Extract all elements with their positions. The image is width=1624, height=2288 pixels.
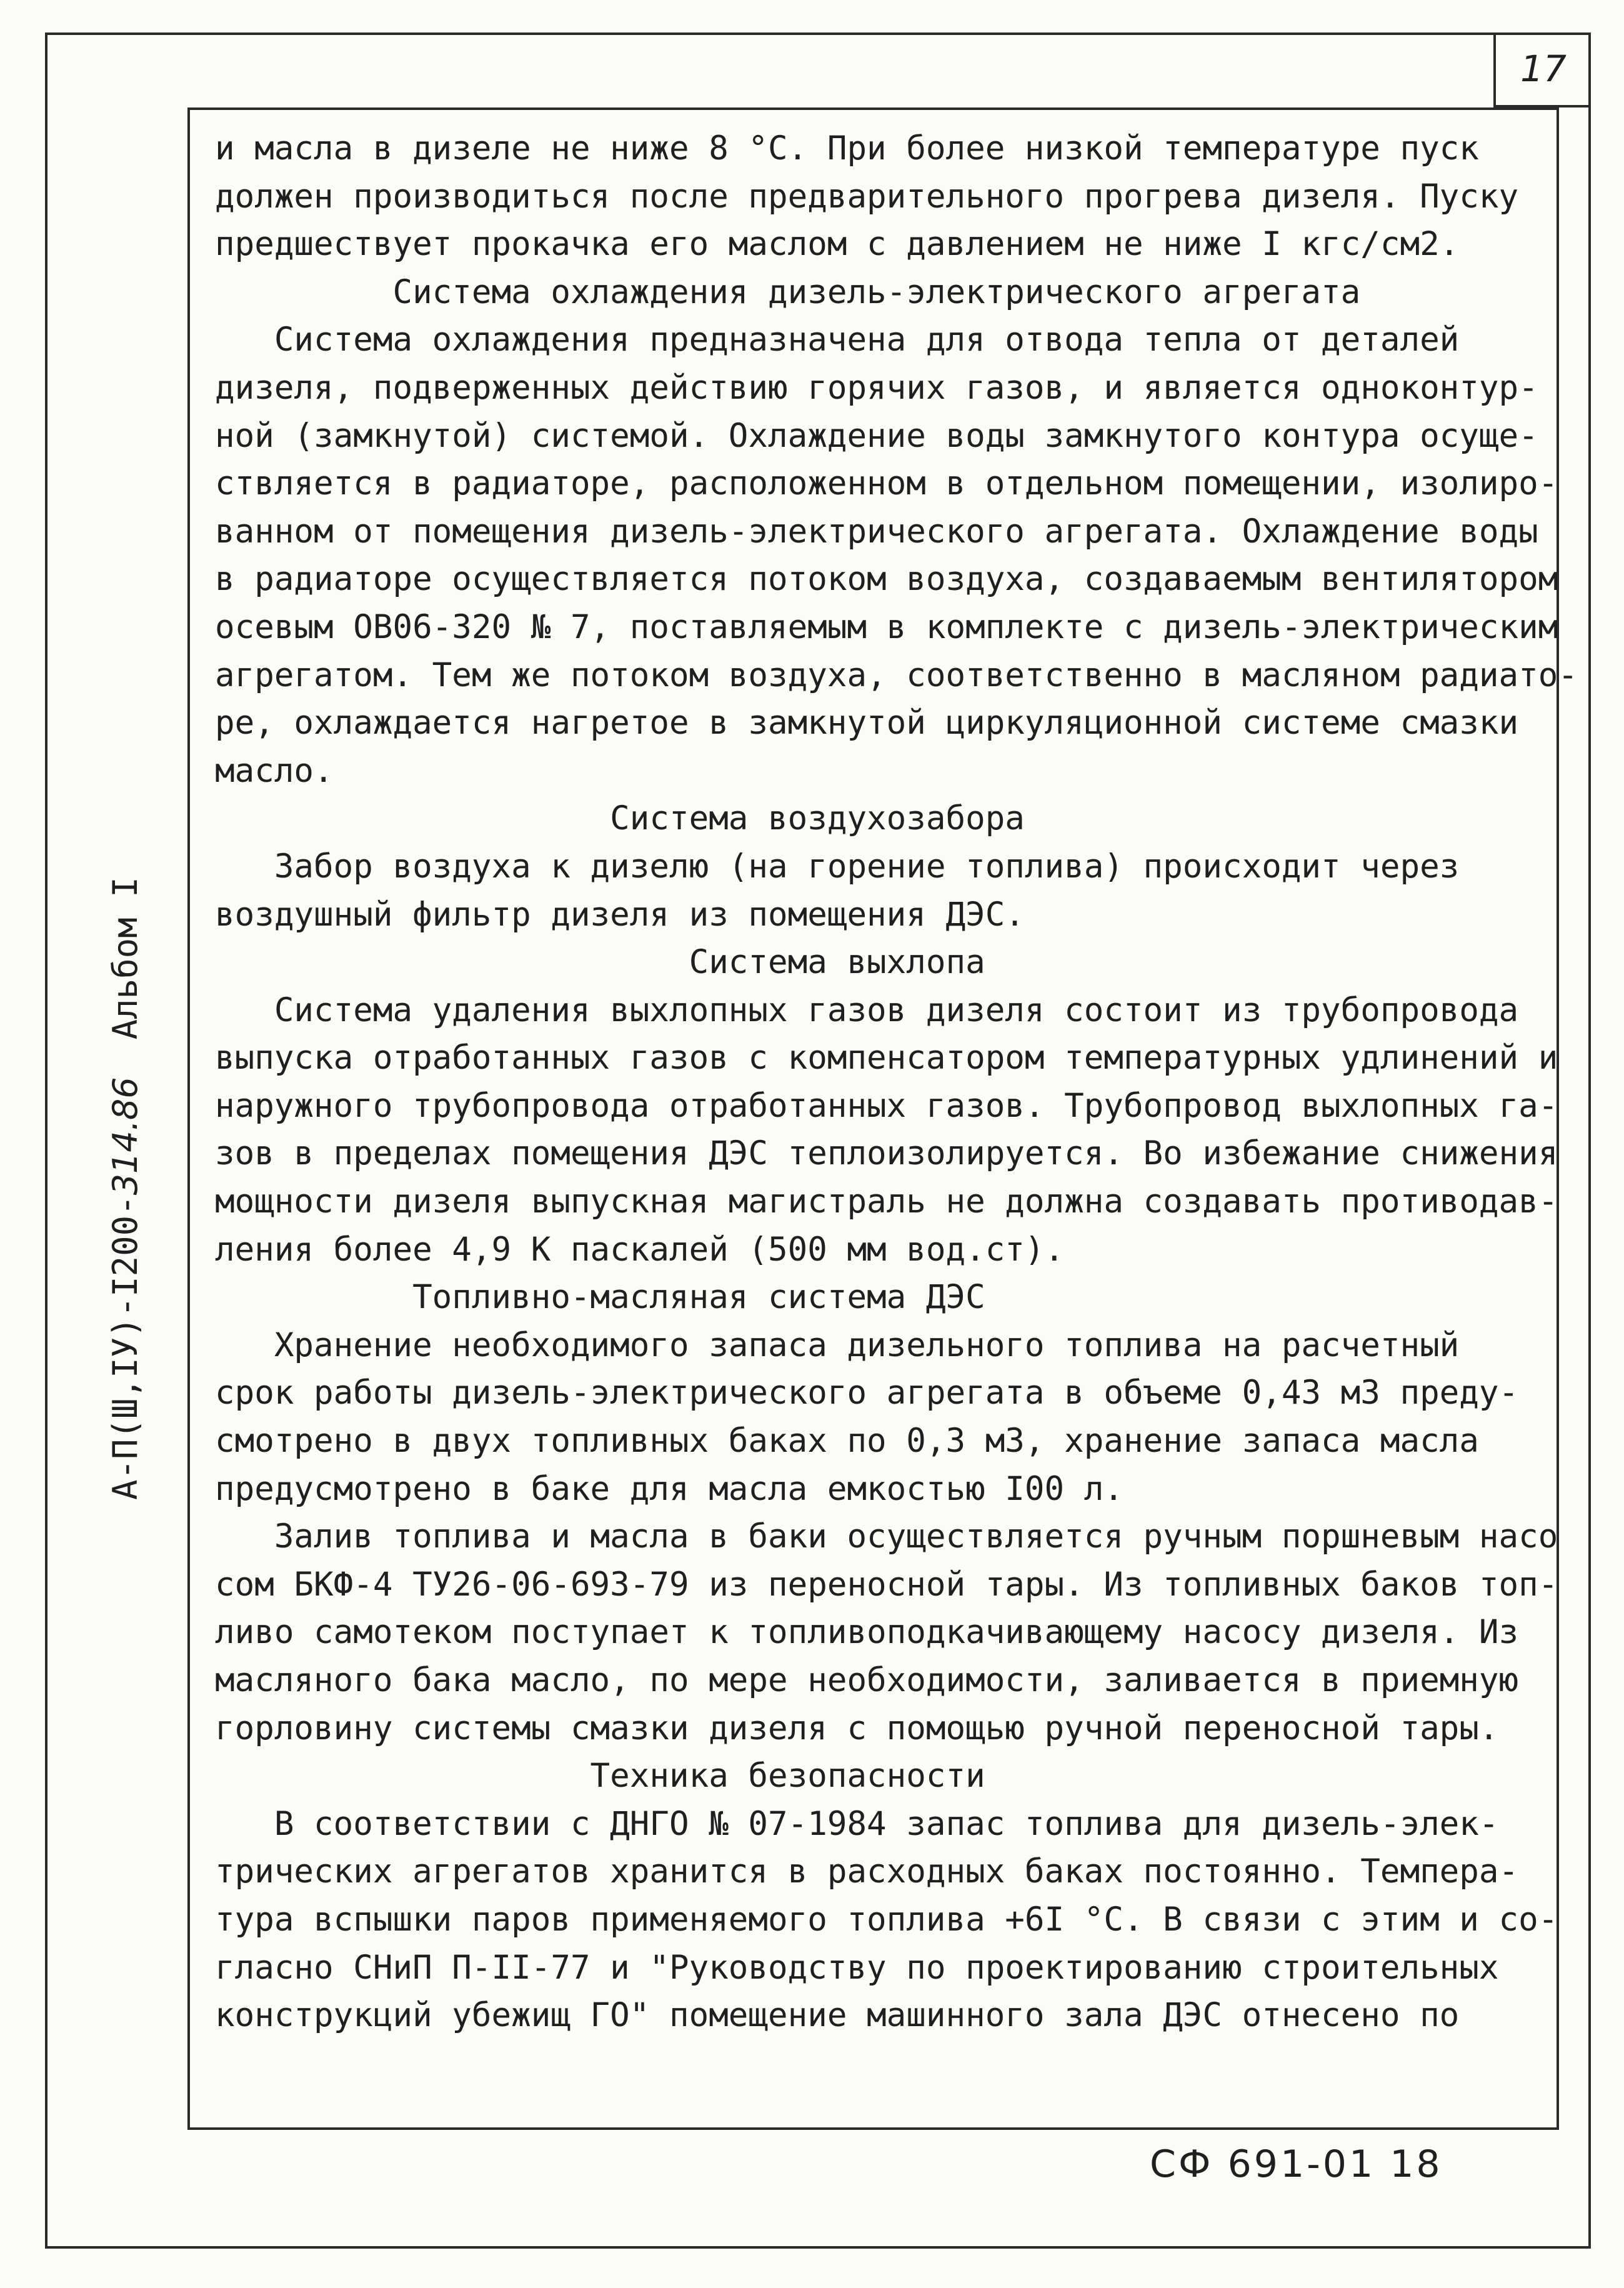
text-line: горловину системы смазки дизеля с помощью ручной переносной тары. bbox=[215, 1709, 1499, 1747]
text-line: ливо самотеком поступает к топливоподкачивающему насосу дизеля. Из bbox=[215, 1613, 1519, 1652]
text-line: и масла в дизеле не ниже 8 °С. При более низкой температуре пуск bbox=[215, 129, 1479, 167]
text-line: тура вспышки паров применяемого топлива +6І °С. В связи с этим и со- bbox=[215, 1900, 1558, 1939]
bottom-code: СФ 691-01 18 bbox=[1150, 2142, 1443, 2186]
text-line: ствляется в радиаторе, расположенном в отдельном помещении, изолиро- bbox=[215, 464, 1558, 503]
text-line: Техника безопасности bbox=[215, 1757, 985, 1796]
text-line: Система удаления выхлопных газов дизеля состоит из трубопровода bbox=[215, 991, 1519, 1029]
text-line: Топливно-масляная система ДЭС bbox=[215, 1278, 985, 1317]
text-line: дизеля, подверженных действию горячих газов, и является одноконтур- bbox=[215, 368, 1538, 407]
text-line: В соответствии с ДНГО № 07-1984 запас топлива для дизель-элек- bbox=[215, 1804, 1499, 1843]
text-line: в радиаторе осуществляется потоком воздуха, создаваемым вентилятором bbox=[215, 560, 1558, 599]
album-label: Альбом І bbox=[105, 877, 145, 1040]
text-line: конструкций убежищ ГО" помещение машинного зала ДЭС отнесено по bbox=[215, 1996, 1460, 2035]
text-line: ной (замкнутой) системой. Охлаждение воды замкнутого контура осуще- bbox=[215, 416, 1538, 455]
text-line: Залив топлива и масла в баки осуществляется ручным поршневым насо bbox=[215, 1517, 1558, 1556]
text-line: ре, охлаждается нагретое в замкнутой циркуляционной системе смазки bbox=[215, 704, 1519, 742]
text-line: масло. bbox=[215, 751, 334, 790]
text-line: срок работы дизель-электрического агрегата в объеме 0,43 м3 преду- bbox=[215, 1374, 1519, 1412]
text-line: Система выхлопа bbox=[215, 943, 985, 982]
text-line: предшествует прокачка его маслом с давлением не ниже І кгс/см2. bbox=[215, 225, 1460, 264]
text-line: ления более 4,9 К паскалей (500 мм вод.ст). bbox=[215, 1230, 1065, 1269]
text-line: Забор воздуха к дизелю (на горение топлива) происходит через bbox=[215, 847, 1460, 886]
text-line: должен производиться после предварительного прогрева дизеля. Пуску bbox=[215, 177, 1519, 216]
document-code-handwritten: 314.86 bbox=[105, 1077, 145, 1196]
document-code: А-П(Ш,ІУ)-І200-314.86 bbox=[105, 1077, 145, 1500]
document-body bbox=[215, 125, 1578, 2040]
text-line: сом БКФ-4 ТУ26-06-693-79 из переносной тары. Из топливных баков топ- bbox=[215, 1565, 1558, 1604]
text-line: Система охлаждения дизель-электрического агрегата bbox=[215, 272, 1361, 311]
text-line: Система охлаждения предназначена для отвода тепла от деталей bbox=[215, 321, 1460, 359]
text-line: Система воздухозабора bbox=[215, 799, 1025, 838]
text-line: выпуска отработанных газов с компенсатором температурных удлинений и bbox=[215, 1039, 1558, 1077]
text-line: осевым ОВ06-320 № 7, поставляемым в комплекте с дизель-электрическим bbox=[215, 607, 1558, 646]
text-line: предусмотрено в баке для масла емкостью І00 л. bbox=[215, 1469, 1123, 1508]
page-number: 17 bbox=[1493, 32, 1591, 107]
side-stamp bbox=[97, 625, 153, 1500]
text-line: зов в пределах помещения ДЭС теплоизолируется. Во избежание снижения bbox=[215, 1134, 1558, 1173]
text-line: масляного бака масло, по мере необходимости, заливается в приемную bbox=[215, 1661, 1519, 1699]
text-line: мощности дизеля выпускная магистраль не должна создавать противодав- bbox=[215, 1182, 1558, 1221]
text-line: трических агрегатов хранится в расходных баках постоянно. Темпера- bbox=[215, 1852, 1519, 1891]
text-line: ванном от помещения дизель-электрического агрегата. Охлаждение воды bbox=[215, 512, 1538, 551]
text-line: смотрено в двух топливных баках по 0,3 м3, хранение запаса масла bbox=[215, 1422, 1479, 1461]
text-line: агрегатом. Тем же потоком воздуха, соответственно в масляном радиато- bbox=[215, 656, 1578, 694]
text-line: воздушный фильтр дизеля из помещения ДЭС. bbox=[215, 895, 1025, 934]
text-line: гласно СНиП П-ІІ-77 и "Руководству по проектированию строительных bbox=[215, 1948, 1499, 1987]
text-line: наружного трубопровода отработанных газов. Трубопровод выхлопных га- bbox=[215, 1086, 1558, 1125]
text-line: Хранение необходимого запаса дизельного топлива на расчетный bbox=[215, 1326, 1460, 1364]
